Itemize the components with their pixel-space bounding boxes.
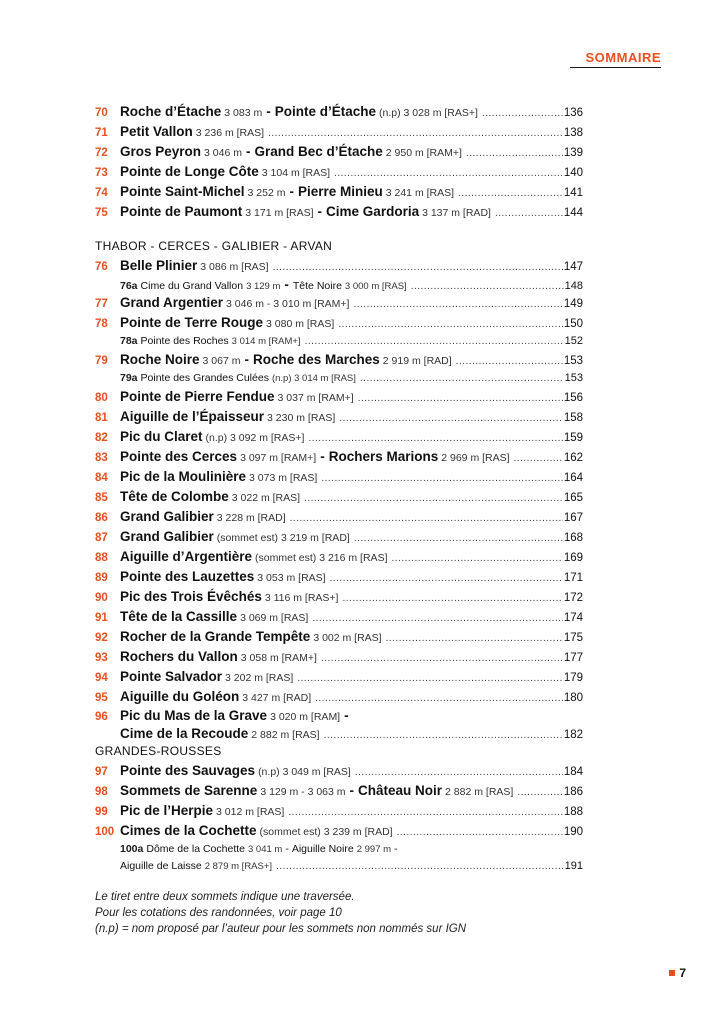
toc-entry-83[interactable] bbox=[95, 447, 583, 467]
entry-title bbox=[120, 122, 564, 144]
peak-altitude: 3 041 m bbox=[248, 844, 283, 855]
toc-entry-92[interactable] bbox=[95, 627, 583, 647]
peak-name: Grand Bec d’Étache bbox=[254, 144, 383, 159]
toc-entry-75[interactable] bbox=[95, 202, 583, 222]
dot-leader bbox=[315, 689, 563, 709]
peak-altitude: 3 116 m [RAS+] bbox=[264, 592, 339, 604]
peak-name: Pic des Trois Évêchés bbox=[120, 589, 262, 604]
entry-title bbox=[120, 507, 564, 529]
toc-entry-98[interactable] bbox=[95, 781, 583, 801]
peak-name: Petit Vallon bbox=[120, 124, 193, 139]
footnote: Le tiret entre deux sommets indique une traversée. bbox=[95, 891, 355, 903]
peak-name: Tête de Colombe bbox=[120, 489, 229, 504]
page-number: 180 bbox=[563, 692, 583, 704]
traverse-dash: - bbox=[289, 184, 294, 199]
toc-entry-76a[interactable] bbox=[95, 276, 583, 293]
page-number: 139 bbox=[563, 147, 583, 159]
entry-number: 81 bbox=[95, 412, 108, 424]
dot-leader bbox=[517, 783, 562, 803]
dot-leader bbox=[276, 858, 564, 875]
toc-entry-78[interactable] bbox=[95, 313, 583, 333]
toc-entry-93[interactable] bbox=[95, 647, 583, 667]
peak-name: Pointe des Roches bbox=[140, 335, 229, 347]
dot-leader bbox=[321, 469, 562, 489]
entry-number: 82 bbox=[95, 432, 108, 444]
dot-leader bbox=[330, 569, 563, 589]
page-number: 153 bbox=[564, 372, 583, 384]
peak-altitude: (n.p) 3 049 m [RAS] bbox=[258, 766, 351, 778]
dot-leader bbox=[297, 669, 563, 689]
entry-title bbox=[120, 313, 564, 335]
entry-number: 95 bbox=[95, 692, 108, 704]
entry-number: 71 bbox=[95, 127, 108, 139]
entry-title bbox=[120, 182, 564, 204]
page-number: 188 bbox=[563, 806, 583, 818]
peak-name: Pic de l’Herpie bbox=[120, 803, 214, 818]
toc-entry-95[interactable] bbox=[95, 687, 583, 707]
page-number: 184 bbox=[563, 766, 583, 778]
page-number: 148 bbox=[564, 280, 583, 292]
page-number: 159 bbox=[563, 432, 583, 444]
peak-name: Cimes de la Cochette bbox=[120, 823, 257, 838]
page-number: 156 bbox=[563, 392, 583, 404]
dot-leader bbox=[304, 489, 563, 509]
traverse-dash: - bbox=[285, 843, 289, 855]
entry-number: 70 bbox=[95, 107, 108, 119]
entry-title bbox=[120, 587, 564, 609]
peak-altitude: 2 997 m bbox=[356, 844, 392, 855]
entry-number: 98 bbox=[95, 786, 108, 798]
toc-entry-73[interactable] bbox=[95, 162, 583, 182]
entry-number: 93 bbox=[95, 652, 108, 664]
entry-title bbox=[120, 527, 564, 549]
peak-name: Cime Gardoria bbox=[326, 204, 420, 219]
entry-title bbox=[120, 142, 564, 164]
peak-altitude: 3 069 m [RAS] bbox=[240, 612, 309, 624]
entry-title bbox=[120, 407, 564, 429]
toc-entry-81[interactable] bbox=[95, 407, 583, 427]
toc-block-a bbox=[95, 102, 583, 222]
dot-leader bbox=[482, 104, 563, 124]
page-number: 186 bbox=[563, 786, 583, 798]
toc-entry-row bbox=[95, 841, 583, 858]
toc-entry-89[interactable] bbox=[95, 567, 583, 587]
peak-name: Cime du Grand Vallon bbox=[140, 280, 244, 292]
peak-name: Pointe Saint-Michel bbox=[120, 184, 245, 199]
peak-altitude: 3 129 m - 3 063 m bbox=[260, 786, 346, 798]
entry-title bbox=[120, 801, 564, 823]
peak-name: Gros Peyron bbox=[120, 144, 202, 159]
entry-number: 85 bbox=[95, 492, 108, 504]
page-number: 152 bbox=[564, 335, 583, 347]
peak-altitude: 2 950 m [RAM+] bbox=[385, 147, 462, 159]
entry-number: 76a bbox=[120, 280, 138, 292]
page-number: 179 bbox=[563, 672, 583, 684]
peak-altitude: 3 171 m [RAS] bbox=[245, 207, 314, 219]
peak-altitude: 3 002 m [RAS] bbox=[313, 632, 382, 644]
toc-entry-78a[interactable] bbox=[95, 333, 583, 350]
peak-altitude: 3 012 m [RAS] bbox=[216, 806, 285, 818]
entry-number: 83 bbox=[95, 452, 108, 464]
peak-name: Sommets de Sarenne bbox=[120, 783, 258, 798]
page-number: 174 bbox=[563, 612, 583, 624]
peak-name: Pointe de Terre Rouge bbox=[120, 315, 264, 330]
entry-number: 91 bbox=[95, 612, 108, 624]
toc-entry-88[interactable] bbox=[95, 547, 583, 567]
entry-number: 89 bbox=[95, 572, 108, 584]
page-number: 177 bbox=[563, 652, 583, 664]
peak-name: Rochers du Vallon bbox=[120, 649, 238, 664]
entry-title bbox=[120, 387, 564, 409]
entry-number: 97 bbox=[95, 766, 108, 778]
dot-leader bbox=[458, 184, 563, 204]
dot-leader bbox=[358, 389, 563, 409]
peak-altitude: 3 129 m bbox=[246, 281, 281, 292]
traverse-dash: - bbox=[320, 449, 325, 464]
entry-number: 100 bbox=[95, 826, 115, 838]
peak-altitude: (sommet est) 3 219 m [RAD] bbox=[216, 532, 350, 544]
peak-altitude: 3 252 m bbox=[247, 187, 286, 199]
dot-leader bbox=[466, 144, 563, 164]
peak-name: Pointe de Longe Côte bbox=[120, 164, 259, 179]
dot-leader bbox=[355, 763, 563, 783]
entry-title bbox=[120, 781, 564, 803]
peak-altitude: 3 427 m [RAD] bbox=[242, 692, 312, 704]
entry-title bbox=[120, 467, 564, 489]
footnotes bbox=[95, 889, 466, 937]
traverse-dash: - bbox=[266, 104, 271, 119]
dot-leader bbox=[386, 629, 563, 649]
page-number: 162 bbox=[563, 452, 583, 464]
entry-number: 75 bbox=[95, 207, 108, 219]
toc-entry-82[interactable] bbox=[95, 427, 583, 447]
dot-leader bbox=[288, 803, 562, 823]
page-number: 172 bbox=[563, 592, 583, 604]
peak-altitude: 2 879 m [RAS+] bbox=[204, 861, 273, 872]
peak-altitude: 3 202 m [RAS] bbox=[225, 672, 294, 684]
dot-leader bbox=[334, 164, 563, 184]
entry-number: 86 bbox=[95, 512, 108, 524]
entry-title bbox=[120, 102, 564, 124]
toc-entry-80[interactable] bbox=[95, 387, 583, 407]
peak-altitude: 3 046 m bbox=[204, 147, 242, 159]
entry-number: 100a bbox=[120, 843, 144, 855]
peak-altitude: 3 086 m [RAS] bbox=[200, 261, 269, 273]
toc-entry-84[interactable] bbox=[95, 467, 583, 487]
entry-title bbox=[120, 647, 564, 669]
toc-entry-row bbox=[95, 707, 583, 725]
peak-altitude: 3 037 m [RAM+] bbox=[277, 392, 354, 404]
dot-leader bbox=[338, 315, 563, 335]
section-heading: GRANDES-ROUSSES bbox=[95, 744, 222, 758]
entry-number: 87 bbox=[95, 532, 108, 544]
toc-entry-76[interactable] bbox=[95, 256, 583, 276]
entry-number: 76 bbox=[95, 261, 108, 273]
page-number: 144 bbox=[563, 207, 583, 219]
peak-name: Pointe de Pierre Fendue bbox=[120, 389, 275, 404]
toc-entry-87[interactable] bbox=[95, 527, 583, 547]
toc-entry-79a[interactable] bbox=[95, 370, 583, 387]
page-number: 164 bbox=[563, 472, 583, 484]
entry-title bbox=[141, 370, 565, 387]
peak-name: Roche Noire bbox=[120, 352, 200, 367]
entry-list bbox=[95, 256, 583, 707]
peak-name: Cime de la Recoude bbox=[120, 726, 249, 741]
peak-name: Pierre Minieu bbox=[297, 184, 383, 199]
entry-number: 80 bbox=[95, 392, 108, 404]
entry-title bbox=[120, 667, 564, 689]
entry-number: 78a bbox=[120, 335, 138, 347]
peak-name: Pointe des Cerces bbox=[120, 449, 238, 464]
peak-altitude: 3 097 m [RAM+] bbox=[240, 452, 317, 464]
traverse-dash: - bbox=[349, 783, 355, 798]
entry-number: 74 bbox=[95, 187, 108, 199]
peak-altitude: 3 053 m [RAS] bbox=[257, 572, 326, 584]
peak-altitude: 3 067 m bbox=[202, 355, 241, 367]
entry-title bbox=[120, 447, 564, 469]
entry-title bbox=[120, 707, 583, 726]
toc-entry-99[interactable] bbox=[95, 801, 583, 821]
page-number: 165 bbox=[563, 492, 583, 504]
entry-number: 72 bbox=[95, 147, 108, 159]
traverse-dash: - bbox=[284, 277, 289, 292]
peak-name: Grand Galibier bbox=[120, 529, 214, 544]
entry-title bbox=[120, 293, 564, 315]
entry-number: 92 bbox=[95, 632, 108, 644]
toc-entry-74[interactable] bbox=[95, 182, 583, 202]
traverse-dash: - bbox=[394, 843, 398, 855]
entry-title bbox=[120, 627, 564, 649]
toc-entry-91[interactable] bbox=[95, 607, 583, 627]
peak-altitude: 3 073 m [RAS] bbox=[249, 472, 318, 484]
page-number: 169 bbox=[563, 552, 583, 564]
entry-title bbox=[120, 162, 564, 184]
entry-title bbox=[120, 427, 564, 449]
page-number: 175 bbox=[563, 632, 583, 644]
peak-altitude: (sommet est) 3 216 m [RAS] bbox=[255, 552, 388, 564]
entry-number: 84 bbox=[95, 472, 108, 484]
toc-entry-71[interactable] bbox=[95, 122, 583, 142]
peak-altitude: 3 080 m [RAS] bbox=[266, 318, 335, 330]
peak-altitude: 3 228 m [RAD] bbox=[216, 512, 286, 524]
dot-leader bbox=[360, 370, 564, 387]
toc-entry-85[interactable] bbox=[95, 487, 583, 507]
toc-entry-100[interactable] bbox=[95, 821, 583, 841]
traverse-dash: - bbox=[344, 708, 349, 723]
dot-leader bbox=[495, 204, 563, 224]
peak-name: Roche des Marches bbox=[252, 352, 380, 367]
page-number: 141 bbox=[563, 187, 583, 199]
dot-leader bbox=[321, 649, 563, 669]
toc-entry-70[interactable] bbox=[95, 102, 583, 122]
entry-list bbox=[95, 761, 583, 841]
entry-title bbox=[141, 333, 565, 350]
dot-leader bbox=[342, 589, 562, 609]
peak-name: Dôme de la Cochette bbox=[146, 843, 245, 855]
peak-name: Rochers Marions bbox=[328, 449, 439, 464]
traverse-dash: - bbox=[317, 204, 323, 219]
peak-name: Rocher de la Grande Tempête bbox=[120, 629, 311, 644]
peak-altitude: 3 104 m [RAS] bbox=[261, 167, 331, 179]
entry-number: 90 bbox=[95, 592, 108, 604]
peak-altitude: 2 882 m [RAS] bbox=[251, 729, 320, 741]
page-number: 136 bbox=[563, 107, 583, 119]
entry-number: 96 bbox=[95, 711, 108, 723]
peak-name: Aiguille de Laisse bbox=[120, 860, 202, 872]
toc-entry-79[interactable] bbox=[95, 350, 583, 370]
peak-altitude: 3 014 m [RAM+] bbox=[231, 336, 301, 347]
peak-name: Pointe d’Étache bbox=[274, 104, 377, 119]
square-marker-icon bbox=[669, 970, 675, 976]
toc-entry-86[interactable] bbox=[95, 507, 583, 527]
toc-block-c bbox=[95, 738, 583, 875]
entry-number: 94 bbox=[95, 672, 108, 684]
peak-altitude: 3 020 m [RAM] bbox=[270, 711, 341, 723]
toc-entry-94[interactable] bbox=[95, 667, 583, 687]
page-number: 182 bbox=[563, 729, 583, 741]
peak-altitude: 3 241 m [RAS] bbox=[385, 187, 455, 199]
peak-altitude: (n.p) 3 014 m [RAS] bbox=[271, 373, 356, 384]
peak-altitude: (n.p) 3 028 m [RAS+] bbox=[379, 107, 478, 119]
page-number: 138 bbox=[563, 127, 583, 139]
entry-title bbox=[120, 567, 564, 589]
header-title: SOMMAIRE bbox=[585, 50, 661, 65]
page-number: 190 bbox=[563, 826, 583, 838]
page-number: 191 bbox=[564, 860, 583, 872]
dot-leader bbox=[308, 429, 562, 449]
entry-number: 79 bbox=[95, 355, 108, 367]
entry-title bbox=[120, 547, 564, 569]
entry-title bbox=[120, 202, 564, 224]
toc-entry-90[interactable] bbox=[95, 587, 583, 607]
peak-altitude: 3 000 m [RAS] bbox=[344, 281, 407, 292]
peak-name: Aiguille Noire bbox=[291, 843, 354, 855]
dot-leader bbox=[312, 609, 562, 629]
peak-name: Aiguille du Goléon bbox=[120, 689, 240, 704]
peak-altitude: 2 919 m [RAD] bbox=[382, 355, 452, 367]
page-number: 147 bbox=[563, 261, 583, 273]
toc-block-b bbox=[95, 233, 583, 743]
entry-number: 99 bbox=[95, 806, 108, 818]
peak-name: Pic du Claret bbox=[120, 429, 203, 444]
entry-number: 77 bbox=[95, 298, 108, 310]
toc-entry-100a[interactable] bbox=[95, 841, 583, 875]
dot-leader bbox=[339, 409, 562, 429]
dot-leader bbox=[397, 823, 563, 843]
page-footer bbox=[669, 966, 686, 980]
entry-title bbox=[120, 256, 564, 278]
dot-leader bbox=[273, 258, 563, 278]
page-number: 140 bbox=[563, 167, 583, 179]
peak-name: Pointe de Paumont bbox=[120, 204, 243, 219]
peak-name: Pointe des Lauzettes bbox=[120, 569, 255, 584]
toc-entry-row bbox=[95, 858, 583, 875]
page-number: 168 bbox=[563, 532, 583, 544]
peak-altitude: 2 969 m [RAS] bbox=[441, 452, 510, 464]
entry-title bbox=[120, 821, 564, 843]
dot-leader bbox=[290, 509, 563, 529]
toc-entry-97[interactable] bbox=[95, 761, 583, 781]
traverse-dash: - bbox=[245, 144, 251, 159]
dot-leader bbox=[354, 529, 563, 549]
peak-altitude: 3 230 m [RAS] bbox=[267, 412, 336, 424]
dot-leader bbox=[392, 549, 563, 569]
dot-leader bbox=[268, 124, 563, 144]
page-number: 153 bbox=[563, 355, 583, 367]
peak-altitude: 3 083 m bbox=[224, 107, 263, 119]
entry-title bbox=[120, 607, 564, 629]
entry-title bbox=[120, 350, 564, 372]
footnote: (n.p) = nom proposé par l’auteur pour les sommets non nommés sur IGN bbox=[95, 923, 467, 935]
peak-name: Château Noir bbox=[358, 783, 443, 798]
page-number: 171 bbox=[563, 572, 583, 584]
dot-leader bbox=[514, 449, 563, 469]
dot-leader bbox=[353, 295, 562, 315]
peak-name: Tête de la Cassille bbox=[120, 609, 238, 624]
peak-altitude: 3 137 m [RAD] bbox=[422, 207, 491, 219]
entry-number: 78 bbox=[95, 318, 108, 330]
peak-altitude: 3 236 m [RAS] bbox=[195, 127, 265, 139]
entry-title bbox=[120, 687, 564, 709]
header-rule bbox=[570, 67, 661, 68]
peak-name: Pointe Salvador bbox=[120, 669, 223, 684]
page-number: 150 bbox=[563, 318, 583, 330]
peak-name: Pointe des Sauvages bbox=[120, 763, 256, 778]
peak-name: Aiguille d’Argentière bbox=[120, 549, 253, 564]
toc-entry-77[interactable] bbox=[95, 293, 583, 313]
toc-entry-72[interactable] bbox=[95, 142, 583, 162]
peak-altitude: 3 022 m [RAS] bbox=[231, 492, 301, 504]
page-number: 167 bbox=[563, 512, 583, 524]
peak-name: Pointe des Grandes Culées bbox=[140, 372, 269, 384]
page-number: 7 bbox=[679, 966, 686, 980]
peak-name: Pic du Mas de la Grave bbox=[120, 708, 268, 723]
footnote: Pour les cotations des randonnées, voir page 10 bbox=[95, 907, 342, 919]
traverse-dash: - bbox=[244, 352, 249, 367]
peak-name: Grand Galibier bbox=[120, 509, 214, 524]
entry-title bbox=[120, 761, 564, 783]
entry-number: 79a bbox=[120, 372, 138, 384]
dot-leader bbox=[305, 333, 564, 350]
peak-name: Pic de la Moulinière bbox=[120, 469, 247, 484]
peak-name: Belle Plinier bbox=[120, 258, 198, 273]
peak-altitude: (sommet est) 3 239 m [RAD] bbox=[259, 826, 393, 838]
page-number: 158 bbox=[563, 412, 583, 424]
entry-number: 73 bbox=[95, 167, 108, 179]
peak-altitude: 2 882 m [RAS] bbox=[445, 786, 514, 798]
section-heading: THABOR - CERCES - GALIBIER - ARVAN bbox=[95, 239, 333, 253]
peak-name: Tête Noire bbox=[292, 280, 342, 292]
page-number: 149 bbox=[563, 298, 583, 310]
entry-number: 88 bbox=[95, 552, 108, 564]
peak-altitude: (n.p) 3 092 m [RAS+] bbox=[205, 432, 305, 444]
peak-name: Roche d’Étache bbox=[120, 104, 222, 119]
peak-altitude: 3 046 m - 3 010 m [RAM+] bbox=[226, 298, 350, 310]
peak-altitude: 3 058 m [RAM+] bbox=[240, 652, 317, 664]
peak-name: Aiguille de l’Épaisseur bbox=[120, 409, 265, 424]
dot-leader bbox=[456, 352, 563, 372]
entry-title bbox=[120, 487, 564, 509]
peak-name: Grand Argentier bbox=[120, 295, 224, 310]
